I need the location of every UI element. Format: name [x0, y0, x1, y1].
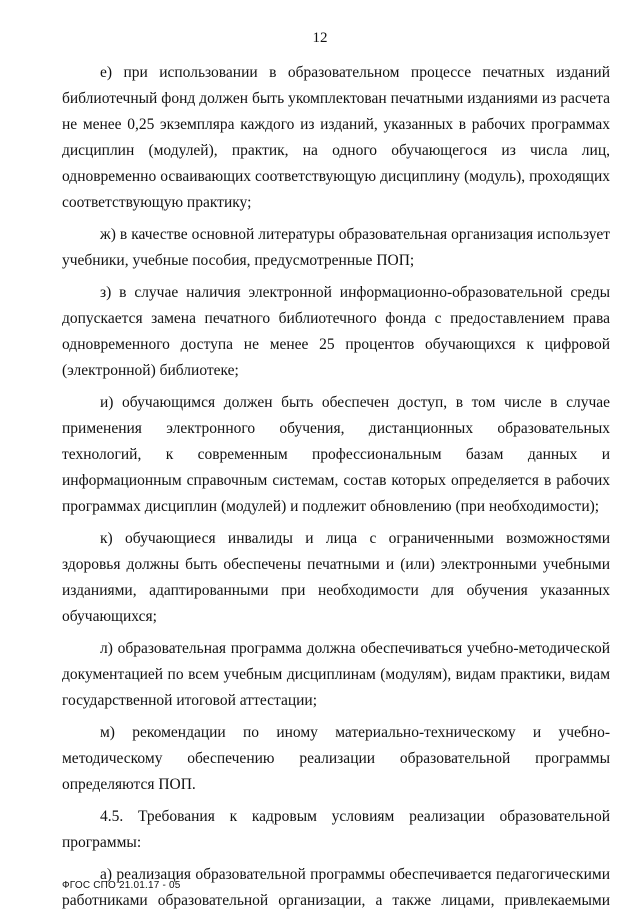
- paragraph-z: з) в случае наличия электронной информационно-образовательной среды допускается замена печатного библиотечного фонда с предоставлением права одновременного доступа не менее 25 процентов обучающихся к цифровой (электронной) библиотеке;: [62, 284, 610, 379]
- paragraph-i: и) обучающимся должен быть обеспечен доступ, в том числе в случае применения электронного обучения, дистанционных образовательных технологий, к современным профессиональным базам данных и информационным справочным системам, состав которых определяется в рабочих программах дисциплин (модулей) и подлежит обновлению (при необходимости);: [62, 394, 610, 515]
- paragraph-a: а) реализация образовательной программы обеспечивается педагогическими работниками образовательной организации, а также лицами, привлекаемыми: [62, 866, 610, 909]
- document-body: [62, 60, 610, 920]
- section-heading-4-5: 4.5. Требования к кадровым условиям реализации образовательной программы:: [62, 808, 610, 851]
- footer-code: ФГОС СПО 21.01.17 - 05: [62, 880, 181, 891]
- paragraph-m: м) рекомендации по иному материально-техническому и учебно-методическому обеспечению реализации образовательной программы определяются ПОП.: [62, 724, 610, 793]
- paragraph-l: л) образовательная программа должна обеспечиваться учебно-методической документацией по всем учебным дисциплинам (модулям), видам практики, видам государственной итоговой аттестации;: [62, 640, 610, 709]
- paragraph-k: к) обучающиеся инвалиды и лица с ограниченными возможностями здоровья должны быть обеспечены печатными и (или) электронными учебными изданиями, адаптированными при необходимости для обучения указанных обучающихся;: [62, 530, 610, 625]
- paragraph-zh: ж) в качестве основной литературы образовательная организация использует учебники, учебные пособия, предусмотренные ПОП;: [62, 226, 610, 269]
- paragraph-e: е) при использовании в образовательном процессе печатных изданий библиотечный фонд должен быть укомплектован печатными изданиями из расчета не менее 0,25 экземпляра каждого из изданий, указанных в рабочих программах дисциплин (модулей), практик, на одного обучающегося из числа лиц, одновременно осваивающих соответствующую дисциплину (модуль), проходящих соответствующую практику;: [62, 64, 610, 211]
- page-number: 12: [312, 30, 328, 46]
